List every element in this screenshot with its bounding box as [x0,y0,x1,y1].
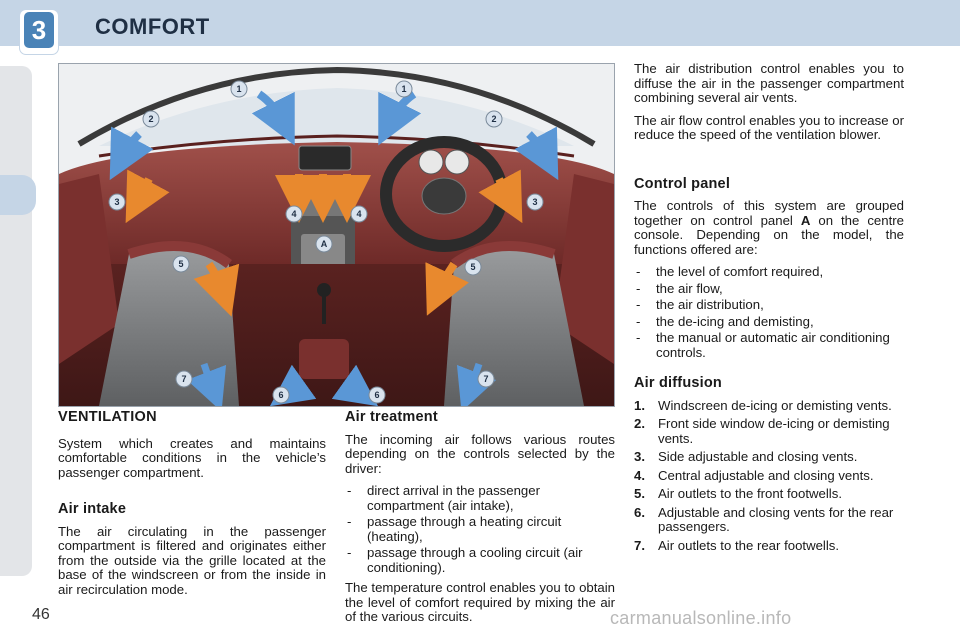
svg-text:2: 2 [491,114,497,124]
control-panel-intro: The controls of this system are grouped together on control panel A on the centre console. Depending on the model, the functions offered are: [634,198,904,257]
air-treatment-heading: Air treatment [345,409,438,425]
air-intake-text: The air circulating in the passenger compartment is filtered and originates either from the outside via the grille located at the base of the windscreen or from the inside in air recirculation mode. [58,523,326,597]
armrest [299,339,349,379]
list-item: - the manual or automatic air conditioning controls. [636,330,890,360]
svg-text:4: 4 [356,209,362,219]
list-item: - passage through a heating circuit (heating), [347,514,562,544]
flow-text: The air flow control enables you to increase or reduce the speed of the ventilation blower. [634,112,904,142]
list-item: 3. Side adjustable and closing vents. [634,449,858,464]
page-title: COMFORT [95,14,210,39]
callout-5-right [465,259,481,275]
list-item: - the air flow, [636,280,723,296]
callout-7-right [478,371,494,387]
middle-column [345,410,615,633]
callout-4-right [351,206,367,222]
list-item: - passage through a cooling circuit (air conditioning). [347,545,583,575]
callout-1-right [396,81,412,97]
chapter-number: 3 [24,12,54,48]
list-item: 5. Air outlets to the front footwells. [634,486,842,501]
control-panel-heading: Control panel [634,175,731,192]
svg-text:6: 6 [374,390,380,400]
svg-text:2: 2 [148,114,154,124]
list-item: 4. Central adjustable and closing vents. [634,467,874,483]
dash-display [299,146,351,170]
gauge-left [419,150,443,174]
callout-5-left [173,256,189,272]
callout-3-left [109,194,125,210]
svg-text:1: 1 [236,84,242,94]
svg-text:3: 3 [114,197,120,207]
callout-A [316,236,332,252]
list-item: 7. Air outlets to the rear footwells. [634,537,840,553]
list-item: 1. Windscreen de-icing or demisting vents. [634,397,892,413]
air-treatment-outro: The temperature control enables you to obtain the level of comfort required by mixing the air of the various circuits. [345,580,615,624]
air-diffusion-list [634,399,904,554]
svg-text:7: 7 [181,374,187,384]
svg-text:6: 6 [278,390,284,400]
gear-knob [317,283,331,297]
chapter-side-tab [0,175,36,215]
steering-hub [422,178,466,214]
svg-text:3: 3 [532,197,538,207]
watermark: carmanualsonline.info [610,608,792,628]
air-intake-heading: Air intake [58,501,127,517]
ventilation-text: System which creates and maintains comfortable conditions in the vehicle’s passenger compartment. [58,435,326,480]
air-diffusion-heading: Air diffusion [634,375,722,391]
svg-text:A: A [320,239,328,249]
svg-text:5: 5 [470,262,476,272]
svg-text:7: 7 [483,374,489,384]
callout-7-left [176,371,192,387]
callout-6-right [369,387,385,403]
gauge-right [445,150,469,174]
interior-illustration [58,63,615,407]
svg-text:4: 4 [291,209,297,219]
air-treatment-intro: The incoming air follows various routes depending on the controls selected by the driver: [345,431,615,476]
side-margin-strip [0,66,32,576]
list-item: - the level of comfort required, [636,264,824,279]
list-item: - the de-icing and demisting, [636,313,814,329]
svg-text:1: 1 [401,84,407,94]
list-item: - the air distribution, [636,297,764,312]
callout-6-left [273,387,289,403]
callout-3-right [527,194,543,210]
control-panel-list [634,265,904,360]
left-column [58,410,326,605]
interior-illustration-svg [59,64,614,406]
svg-text:5: 5 [178,259,184,269]
callout-4-left [286,206,302,222]
callout-1-left [231,81,247,97]
callout-2-left [143,111,159,127]
air-treatment-list [345,484,615,575]
page-number: 46 [32,606,50,623]
distribution-text: The air distribution control enables you to diffuse the air in the passenger compartment combining several air vents. [634,61,904,105]
callout-2-right [486,111,502,127]
list-item: 2. Front side window de-icing or demisting vents. [634,416,890,446]
right-column [634,62,904,557]
list-item: 6. Adjustable and closing vents for the rear passengers. [634,504,894,534]
ventilation-heading: VENTILATION [58,409,157,425]
list-item: - direct arrival in the passenger compartment (air intake), [347,483,540,513]
